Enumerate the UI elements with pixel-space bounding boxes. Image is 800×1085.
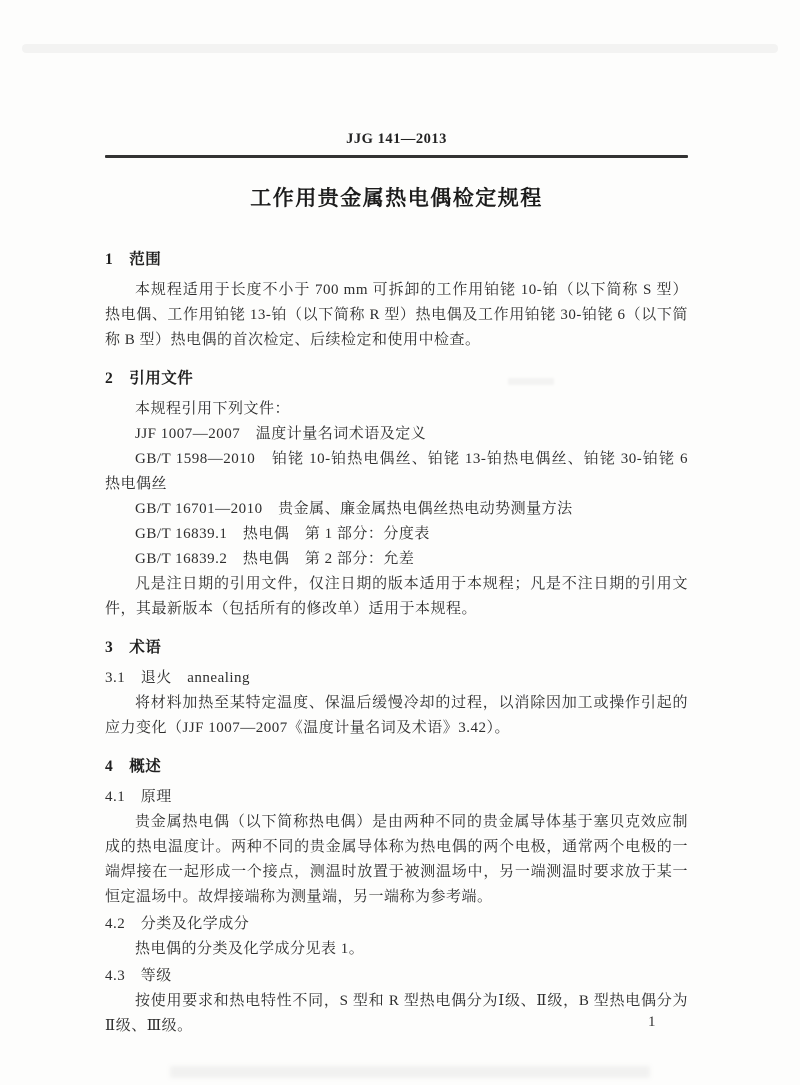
section-heading: 1 范围 (105, 251, 162, 268)
reference-item: GB/T 16839.2 热电偶 第 2 部分：允差 (135, 551, 415, 567)
paragraph: 本规程适用于长度不小于 700 mm 可拆卸的工作用铂铑 10-铂（以下简称 S 型）热电偶、工作用铂铑 13-铂（以下简称 R 型）热电偶及工作用铂铑 30-铂铑 6（以下简称 B 型）热电偶的首次检定、后续检定和使用中检查。 (105, 282, 688, 348)
header-rule (105, 155, 688, 158)
paragraph: 热电偶的分类及化学成分见表 1。 (135, 941, 365, 957)
paragraph: 将材料加热至某特定温度、保温后缓慢冷却的过程，以消除因加工或操作引起的应力变化（JJF 1007—2007《温度计量名词及术语》3.42）。 (105, 695, 688, 736)
page-content (0, 131, 800, 1039)
reference-item: GB/T 16839.1 热电偶 第 1 部分：分度表 (135, 526, 430, 542)
section-heading: 2 引用文件 (105, 370, 194, 387)
reference-item: JJF 1007—2007 温度计量名词术语及定义 (135, 426, 427, 442)
paragraph: 贵金属热电偶（以下简称热电偶）是由两种不同的贵金属导体基于塞贝克效应制成的热电温度计。两种不同的贵金属导体称为热电偶的两个电极，通常两个电极的一端焊接在一起形成一个接点，测温时放置于被测温场中，另一端测温时要求放于某一恒定温场中。故焊接端称为测量端，另一端称为参考端。 (105, 814, 688, 905)
paragraph: 凡是注日期的引用文件，仅注日期的版本适用于本规程；凡是不注日期的引用文件，其最新版本（包括所有的修改单）适用于本规程。 (105, 576, 688, 617)
section-heading: 3 术语 (105, 639, 162, 656)
doc-title: 工作用贵金属热电偶检定规程 (250, 186, 543, 210)
subsection-heading: 4.1 原理 (105, 789, 172, 805)
reference-item: GB/T 1598—2010 铂铑 10-铂热电偶丝、铂铑 13-铂热电偶丝、铂铑 30-铂铑 6 热电偶丝 (105, 451, 688, 492)
subsection-heading: 4.2 分类及化学成分 (105, 916, 250, 932)
paragraph: 按使用要求和热电特性不同，S 型和 R 型热电偶分为Ⅰ级、Ⅱ级，B 型热电偶分为Ⅱ级、Ⅲ级。 (105, 993, 688, 1034)
subsection-heading: 4.3 等级 (105, 968, 172, 984)
page-header (105, 131, 688, 158)
section-heading: 4 概述 (105, 758, 162, 775)
subsection-heading: 3.1 退火 annealing (105, 670, 251, 686)
section-overview (105, 757, 688, 1039)
section-terminology (105, 638, 688, 741)
scan-artifact-top-band (22, 44, 778, 53)
scan-artifact-bottom-band (170, 1066, 650, 1078)
doc-code: JJG 141—2013 (346, 131, 447, 147)
page-number: 1 (648, 1014, 656, 1030)
paragraph: 本规程引用下列文件： (135, 401, 291, 417)
section-references (105, 369, 688, 622)
reference-item: GB/T 16701—2010 贵金属、廉金属热电偶丝热电动势测量方法 (135, 501, 573, 517)
scan-artifact-smudge (508, 378, 554, 385)
section-scope (105, 250, 688, 353)
